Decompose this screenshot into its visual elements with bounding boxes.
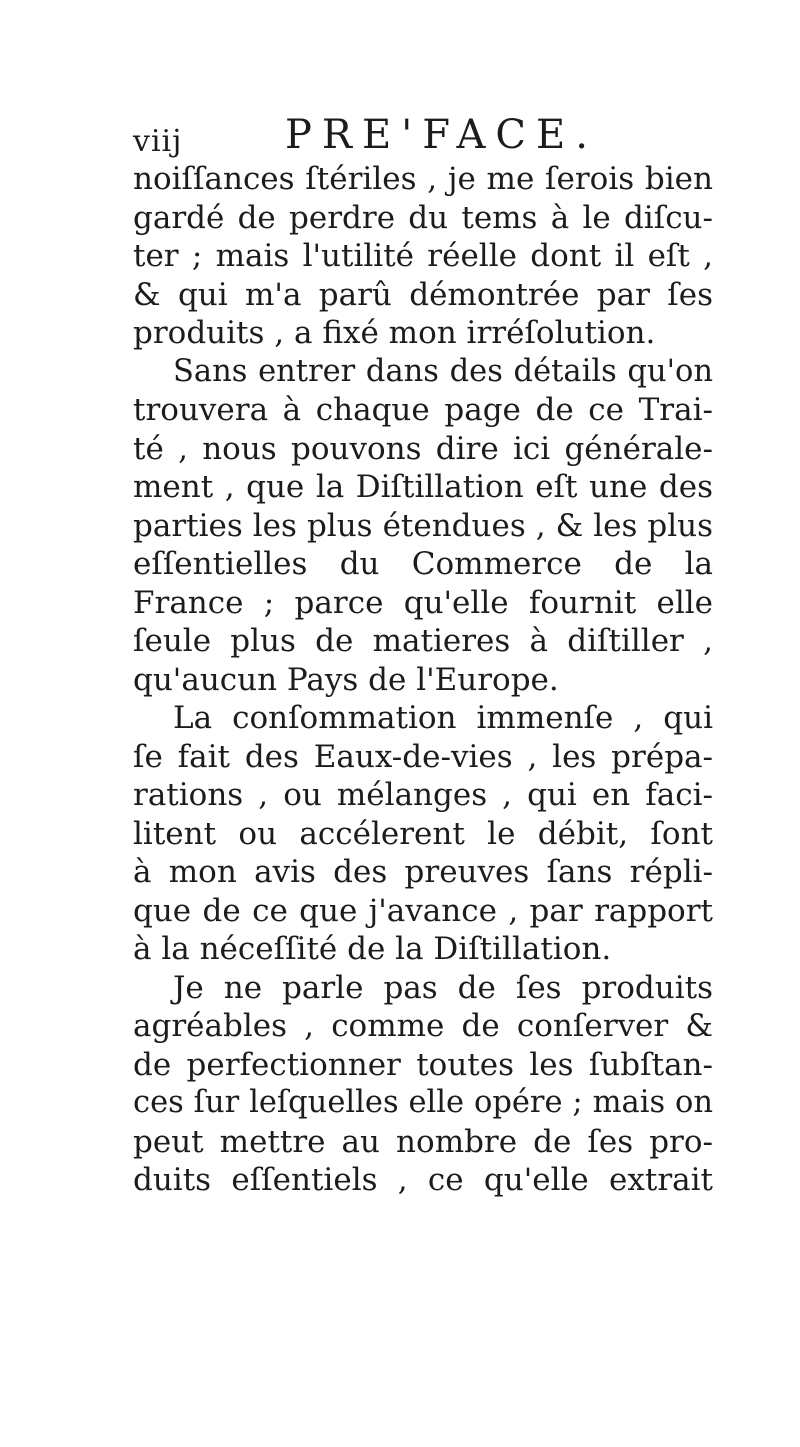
text-line: France ; parce qu'elle fournit elle bbox=[133, 584, 713, 621]
text-line: produits , a fixé mon irréſolution. bbox=[133, 315, 656, 351]
text-line: à la néceſſité de la Diſtillation. bbox=[133, 931, 612, 967]
text-line: Je ne parle pas de ſes produits bbox=[173, 969, 713, 1006]
text-line: ces ſur leſquelles elle opére ; mais on bbox=[133, 1085, 713, 1120]
body-text bbox=[133, 160, 713, 1200]
text-line: La conſommation immenſe , qui bbox=[173, 700, 713, 736]
page-title: PRE'FACE. bbox=[285, 112, 598, 158]
text-line: parties les plus étendues , & les plus bbox=[133, 507, 713, 544]
text-line: qu'aucun Pays de l'Europe. bbox=[133, 661, 559, 698]
text-line: Sans entrer dans des détails qu'on bbox=[173, 353, 713, 389]
text-line: trouvera à chaque page de ce Trai- bbox=[133, 392, 713, 428]
text-line: ter ; mais l'utilité réelle dont il eſt , bbox=[133, 238, 713, 274]
text-line: noiſſances ſtériles , je me ſerois bien bbox=[133, 161, 713, 197]
text-line: rations , ou mélanges , qui en faci- bbox=[133, 777, 713, 813]
text-line: litent ou accélerent le débit, ſont bbox=[133, 815, 713, 852]
text-line: ſe fait des Eaux-de-vies , les prépa- bbox=[133, 738, 713, 775]
text-line: & qui m'a parû démontrée par ſes bbox=[133, 276, 713, 313]
text-line: peut mettre au nombre de ſes pro- bbox=[133, 1123, 713, 1160]
text-line: ſeule plus de matieres à diſtiller , bbox=[133, 623, 713, 659]
text-line: gardé de perdre du tems à le diſcu- bbox=[133, 199, 713, 236]
text-line: duits eſſentiels , ce qu'elle extrait bbox=[133, 1162, 713, 1198]
text-line: de perfectionner toutes les ſubſtan- bbox=[133, 1046, 713, 1083]
text-line: ment , que la Diſtillation eſt une des bbox=[133, 469, 713, 505]
text-line: té , nous pouvons dire ici générale- bbox=[133, 430, 713, 467]
text-line: que de ce que j'avance , par rapport bbox=[133, 892, 713, 929]
running-head bbox=[133, 112, 713, 162]
text-line: à mon avis des preuves ſans répli- bbox=[133, 854, 713, 890]
text-line: agréables , comme de conſerver & bbox=[133, 1008, 713, 1044]
text-line: eſſentielles du Commerce de la bbox=[133, 546, 713, 582]
page-number: viij bbox=[133, 124, 183, 159]
